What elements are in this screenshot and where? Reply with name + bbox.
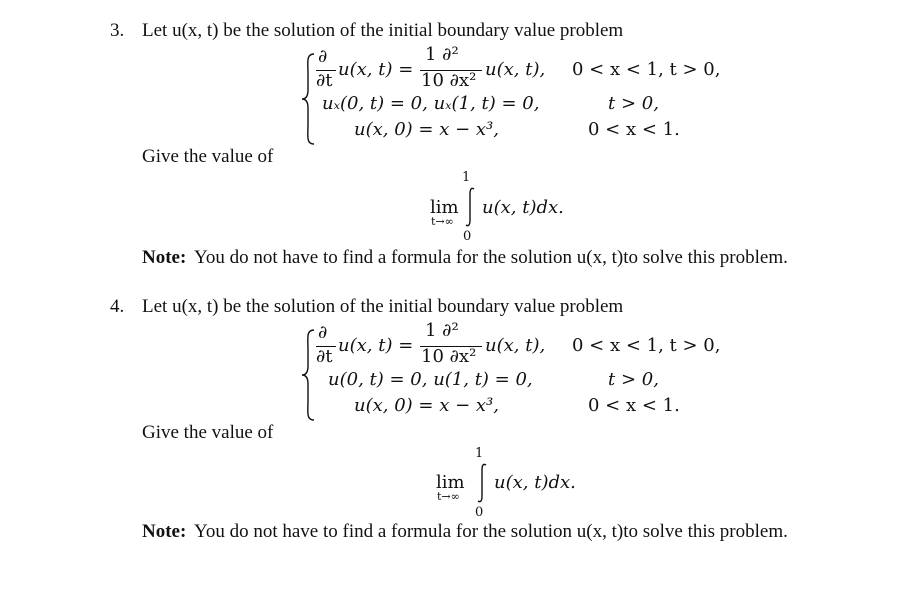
eq2-boundary: u(0, t) = 0, u(1, t) = 0, (328, 369, 533, 390)
limit-subscript: t→∞ (437, 490, 460, 503)
prompt-text: Give the value of (142, 146, 274, 167)
note-label: Note: (142, 521, 187, 542)
integral-lower: 0 (475, 505, 484, 520)
integral-lower: 0 (463, 229, 472, 244)
eq3-condition: 0 < x < 1. (588, 119, 680, 140)
eq1-left: u(x, t) = (338, 59, 414, 80)
eq2-condition: t > 0, (608, 369, 659, 390)
eq1-condition: 0 < x < 1, t > 0, (572, 59, 721, 80)
integrand: u(x, t)dx. (482, 197, 564, 218)
eq2-boundary: uₓ(0, t) = 0, uₓ(1, t) = 0, (322, 93, 540, 114)
eq1-right: u(x, t), (485, 59, 546, 80)
eq2-condition: t > 0, (608, 93, 659, 114)
eq1-right: u(x, t), (485, 335, 546, 356)
eq3-initial: u(x, 0) = x − x³, (354, 119, 499, 140)
note-text: You do not have to find a formula for the solution u(x, t)to solve this problem. (194, 521, 788, 542)
eq1-frac-num: 1 ∂² (425, 44, 459, 65)
limit-subscript: t→∞ (431, 215, 454, 228)
partial-num: ∂ (318, 322, 328, 343)
problem-intro: Let u(x, t) be the solution of the initial boundary value problem (142, 296, 624, 317)
problem-number: 3. (110, 20, 125, 41)
limit-label: lim (430, 197, 459, 218)
integral-sign (464, 186, 476, 228)
partial-den: ∂t (316, 70, 333, 91)
eq1-left: u(x, t) = (338, 335, 414, 356)
problem-number: 4. (110, 296, 125, 317)
eq1-condition: 0 < x < 1, t > 0, (572, 335, 721, 356)
left-brace (300, 52, 316, 146)
partial-den: ∂t (316, 346, 333, 367)
integral-upper: 1 (462, 170, 471, 185)
eq1-frac-den: 10 ∂x² (421, 70, 477, 91)
integral-sign (476, 462, 488, 504)
eq3-initial: u(x, 0) = x − x³, (354, 395, 499, 416)
prompt-text: Give the value of (142, 422, 274, 443)
note-label: Note: (142, 247, 187, 268)
eq1-frac-den: 10 ∂x² (421, 346, 477, 367)
limit-label: lim (436, 472, 465, 493)
problem-intro: Let u(x, t) be the solution of the initial boundary value problem (142, 20, 624, 41)
integrand: u(x, t)dx. (494, 472, 576, 493)
partial-num: ∂ (318, 46, 328, 67)
integral-upper: 1 (475, 446, 484, 461)
eq1-frac-num: 1 ∂² (425, 320, 459, 341)
left-brace (300, 328, 316, 422)
note-text: You do not have to find a formula for the solution u(x, t)to solve this problem. (194, 247, 788, 268)
eq3-condition: 0 < x < 1. (588, 395, 680, 416)
